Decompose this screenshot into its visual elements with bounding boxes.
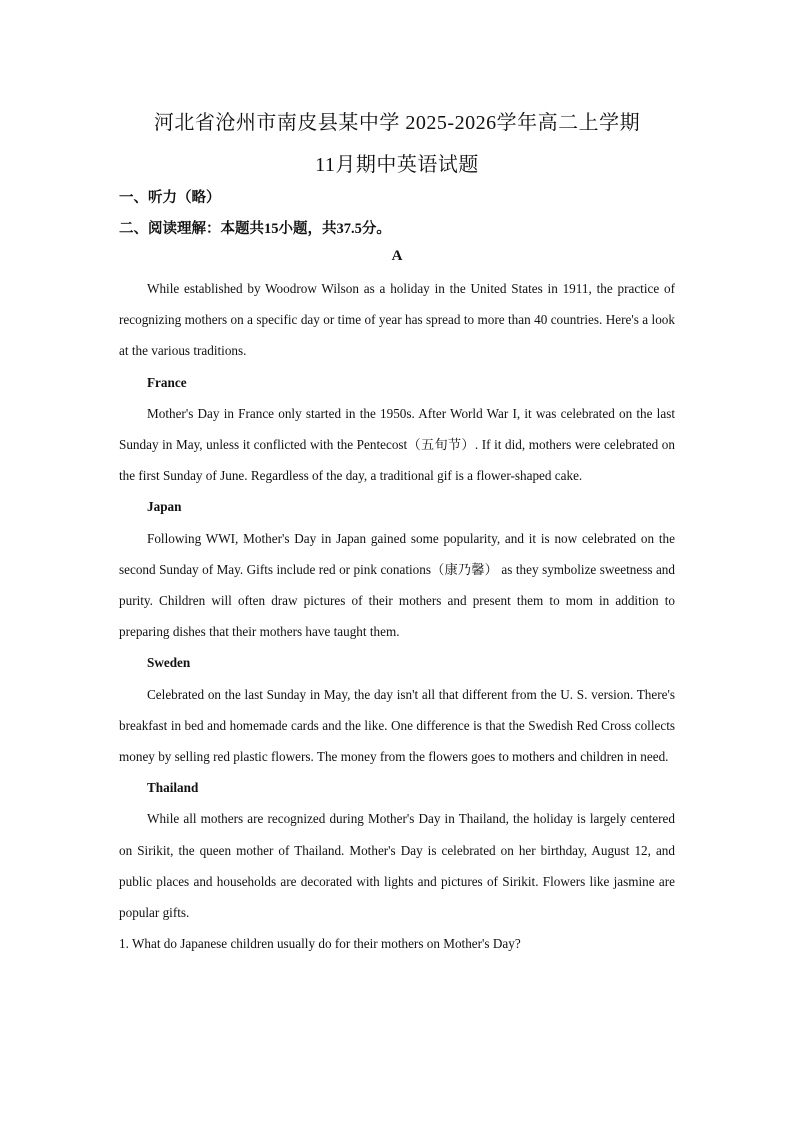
heading-france: France [147,374,187,390]
intro-paragraph: While established by Woodrow Wilson as a holiday in the United States in 1911, the practice of recognizing mothers on a specific day or time of year has spread to more than 40 countries. Here's a look at the various traditions. [119,281,675,359]
paragraph-france: Mother's Day in France only started in the 1950s. After World War I, it was celebrated on the last Sunday in May, unless it conflicted with the Pentecost（五旬节）. If it did, mothers were celebrated on the first Sunday of June. Regardless of the day, a traditional gif is a flower-shaped cake. [119,405,675,484]
title-line-1: 河北省沧州市南皮县某中学 2025-2026学年高二上学期 [153,112,641,134]
heading-japan: Japan [147,499,182,515]
passage-body [119,273,675,959]
question-1: 1. What do Japanese children usually do for their mothers on Mother's Day? [119,936,521,952]
paragraph-thailand: While all mothers are recognized during Mother's Day in Thailand, the holiday is largely centered on Sirikit, the queen mother of Thailand. Mother's Day is celebrated on her birthday, August 12, and public places and households are decorated with lights and pictures of Sirikit. Flowers like jasmine are popular gifts. [119,811,675,921]
paragraph-sweden: Celebrated on the last Sunday in May, the day isn't all that different from the U. S. version. There's breakfast in bed and homemade cards and the like. One difference is that the Swedish Red Cross collects money by selling red plastic flowers. The money from the flowers goes to mothers and children in need. [119,686,675,765]
section-reading: 二、阅读理解：本题共15小题，共37.5分。 [119,221,391,237]
passage-label: A [391,248,403,264]
section-listening: 一、听力（略） [119,190,221,206]
heading-thailand: Thailand [147,780,199,796]
paragraph-japan: Following WWI, Mother's Day in Japan gained some popularity, and it is now celebrated on the second Sunday of May. Gifts include red or pink conations（康乃馨） as they symbolize sweetness and purity. Children will often draw pictures of their mothers and present them to mom in addition to preparing dishes that their mothers have taught them. [119,530,675,640]
title-line-2: 11月期中英语试题 [315,154,479,176]
heading-sweden: Sweden [147,655,191,671]
